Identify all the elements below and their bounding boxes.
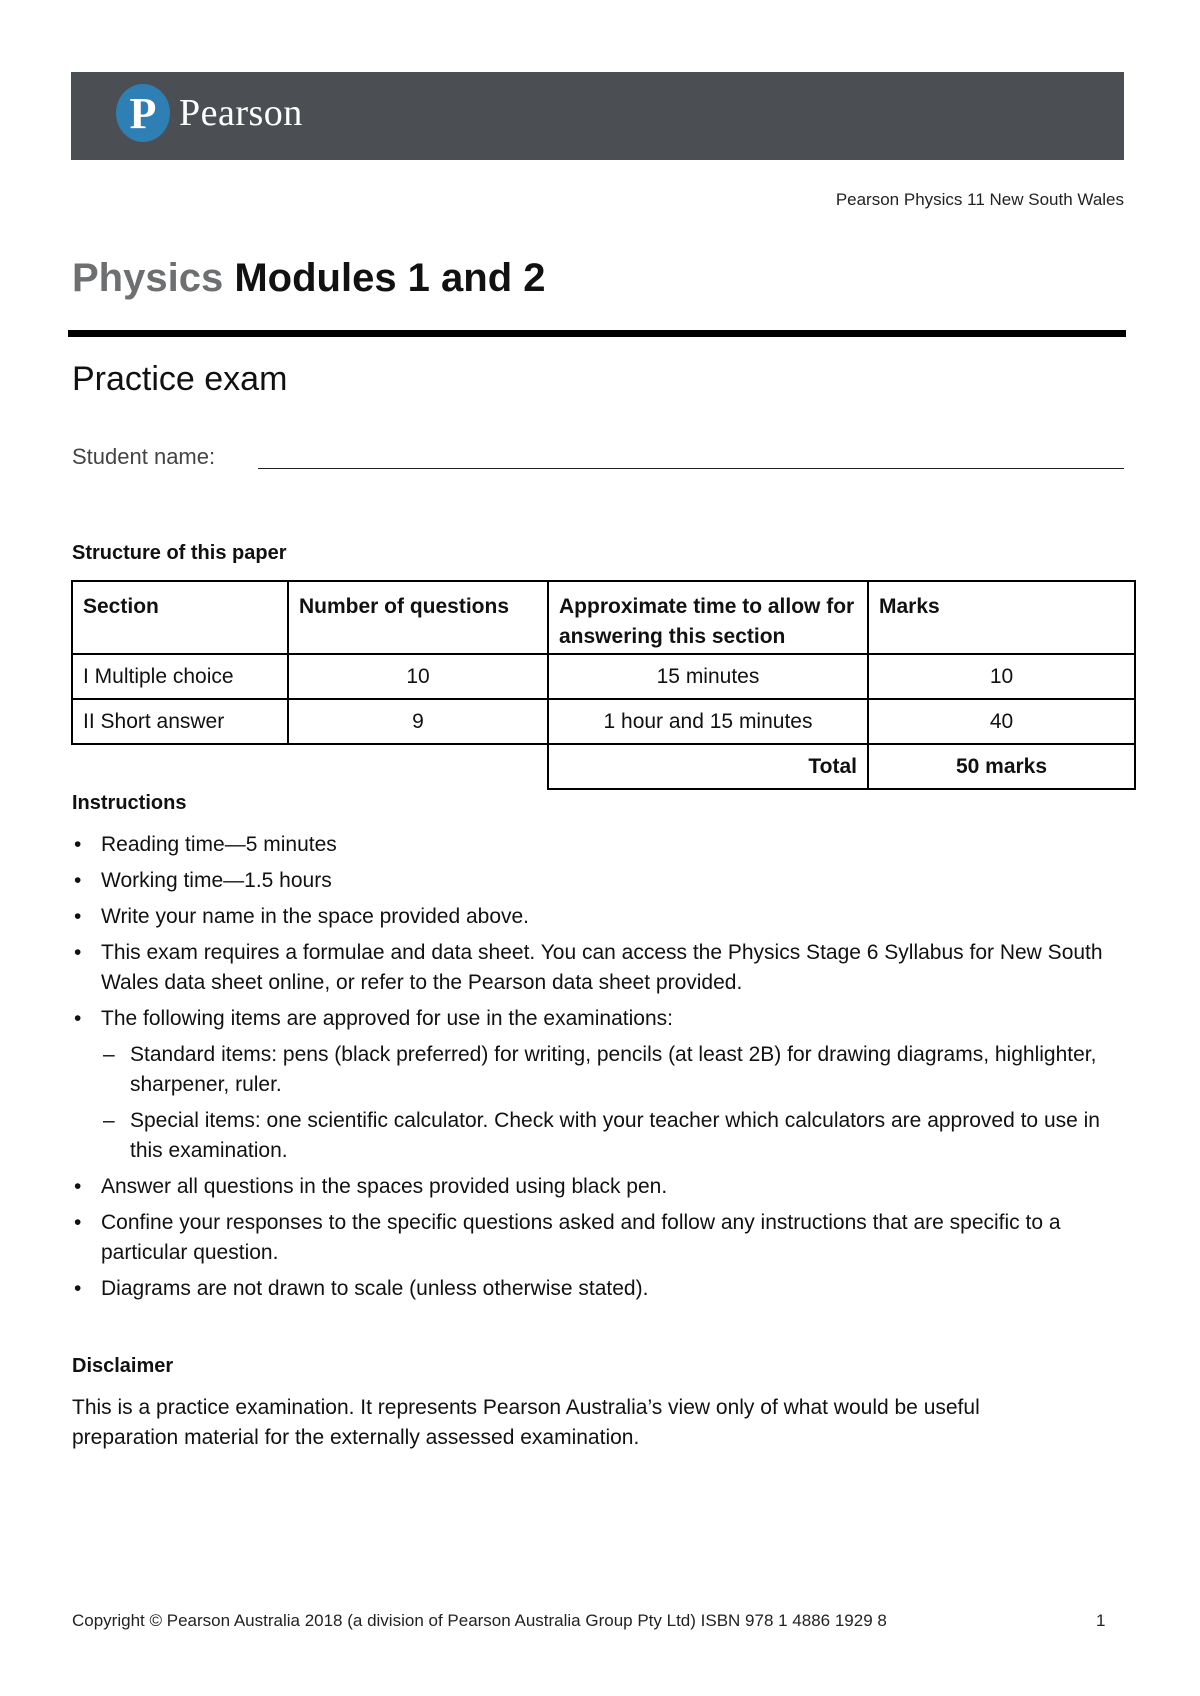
title-subject: Physics (72, 256, 224, 300)
pearson-banner (71, 72, 1124, 160)
total-label: Total (548, 744, 868, 789)
total-value: 50 marks (868, 744, 1135, 789)
column-header: Approximate time to allow for answering this section (548, 581, 868, 654)
table-cell: 9 (288, 699, 548, 744)
list-item: • Diagrams are not drawn to scale (unless otherwise stated). (72, 1274, 1132, 1304)
table-cell: 10 (288, 654, 548, 699)
exam-subtitle: Practice exam (72, 360, 288, 398)
disclaimer-heading: Disclaimer (72, 1355, 174, 1377)
sub-list-item: – Special items: one scientific calculator. Check with your teacher which calculators are approved to use in this examination. (72, 1106, 1132, 1166)
table-cell: 1 hour and 15 minutes (548, 699, 868, 744)
instructions-heading: Instructions (72, 792, 187, 814)
table-cell: 40 (868, 699, 1135, 744)
table-header-row (72, 581, 1135, 654)
table-cell: I Multiple choice (72, 654, 288, 699)
student-name-label: Student name: (72, 444, 216, 469)
list-item: • Answer all questions in the spaces provided using black pen. (72, 1172, 1132, 1202)
list-item: • Working time—1.5 hours (72, 866, 1132, 896)
table-cell: 15 minutes (548, 654, 868, 699)
instructions-list (72, 830, 1132, 1310)
column-header: Marks (868, 581, 1135, 654)
structure-heading: Structure of this paper (72, 542, 287, 564)
table-row (72, 699, 1135, 744)
list-item: • This exam requires a formulae and data sheet. You can access the Physics Stage 6 Syllabus for New South Wales data sheet online, or refer to the Pearson data sheet provided. (72, 938, 1132, 998)
logo-mark: P (129, 89, 157, 138)
copyright-footer: Copyright © Pearson Australia 2018 (a division of Pearson Australia Group Pty Ltd) ISBN 978 1 4886 1929 8 (72, 1611, 887, 1630)
logo-text: Pearson (179, 92, 303, 134)
column-header: Number of questions (288, 581, 548, 654)
list-item: • Confine your responses to the specific questions asked and follow any instructions that are specific to a particular question. (72, 1208, 1132, 1268)
series-title: Pearson Physics 11 New South Wales (835, 190, 1124, 209)
table-row (72, 654, 1135, 699)
page-number: 1 (1096, 1611, 1106, 1630)
table-cell: II Short answer (72, 699, 288, 744)
list-item: • Reading time—5 minutes (72, 830, 1132, 860)
list-item: • Write your name in the space provided above. (72, 902, 1132, 932)
sub-list-item: – Standard items: pens (black preferred) for writing, pencils (at least 2B) for drawing diagrams, highlighter, sharpener, ruler. (72, 1040, 1132, 1100)
structure-table (71, 580, 1136, 790)
student-name-field[interactable] (258, 468, 1124, 469)
title-rule (68, 330, 1126, 337)
page-title (72, 256, 546, 301)
title-modules: Modules 1 and 2 (234, 256, 546, 300)
pearson-logo-icon (116, 84, 170, 142)
table-blank-cell (72, 744, 548, 789)
column-header: Section (72, 581, 288, 654)
list-item: • The following items are approved for use in the examinations: (72, 1004, 1132, 1034)
table-cell: 10 (868, 654, 1135, 699)
disclaimer-text: This is a practice examination. It represents Pearson Australia’s view only of what would be useful preparation material for the externally assessed examination. (72, 1396, 980, 1449)
table-total-row (72, 744, 1135, 789)
